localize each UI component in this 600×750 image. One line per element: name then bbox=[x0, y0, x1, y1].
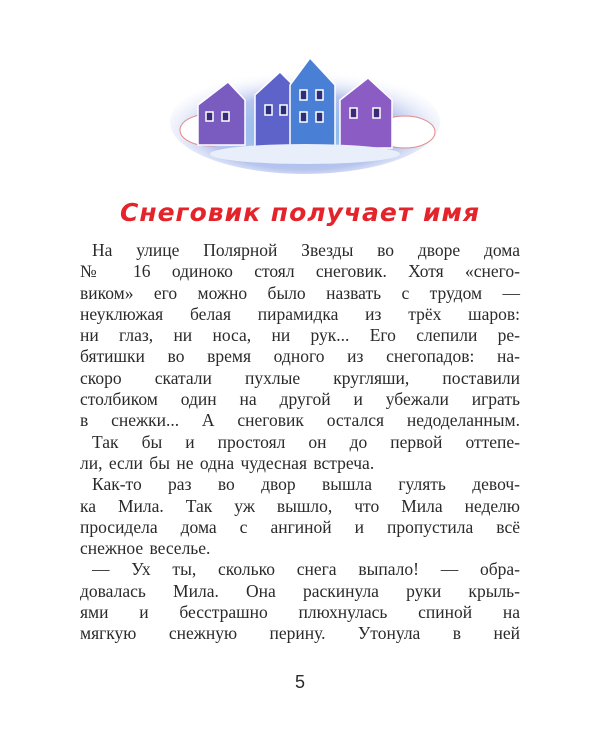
text-line bbox=[80, 623, 520, 644]
snowy-houses-illustration bbox=[170, 50, 440, 175]
text-line-content: скоро скатали пухлые кругляши, поставили bbox=[80, 367, 520, 388]
text-line-content: ка Мила. Так уж вышло, что Мила неделю bbox=[80, 495, 520, 516]
text-line bbox=[80, 304, 520, 325]
text-line bbox=[80, 283, 520, 304]
text-line bbox=[80, 410, 520, 431]
text-line-content: Как-то раз во двор вышла гулять девоч- bbox=[92, 474, 520, 495]
text-line-content: неуклюжая белая пирамидка из трёх шаров: bbox=[80, 303, 520, 324]
page-number: 5 bbox=[294, 672, 305, 692]
text-line-content: снежное веселье. bbox=[80, 538, 211, 559]
text-line bbox=[80, 261, 520, 282]
text-line bbox=[80, 432, 520, 453]
chapter-title: Снеговик получает имя bbox=[119, 198, 481, 227]
text-line bbox=[80, 517, 520, 538]
text-line-content: виком» его можно было назвать с трудом — bbox=[80, 282, 520, 303]
text-line-content: довалась Мила. Она раскинула руки крыль- bbox=[80, 580, 520, 601]
body-text bbox=[80, 240, 520, 645]
text-line-content: — Ух ты, сколько снега выпало! — обра- bbox=[92, 559, 520, 580]
text-line bbox=[80, 559, 520, 580]
text-line bbox=[80, 496, 520, 517]
text-line bbox=[80, 538, 520, 559]
text-line bbox=[80, 453, 520, 474]
text-line bbox=[80, 581, 520, 602]
text-line-content: ли, если бы не одна чудесная встреча. bbox=[80, 452, 375, 473]
text-line-content: На улице Полярной Звезды во дворе дома bbox=[92, 240, 520, 260]
text-line-content: ни глаз, ни носа, ни рук... Его слепили ре- bbox=[80, 325, 520, 346]
text-line-content: мягкую снежную перину. Утонула в ней bbox=[80, 623, 520, 644]
text-line-content: ями и бесстрашно плюхнулась спиной на bbox=[80, 602, 520, 623]
text-line bbox=[80, 474, 520, 495]
text-line bbox=[80, 368, 520, 389]
text-line-content: в снежки... А снеговик остался недоделанным. bbox=[80, 410, 520, 431]
text-line-content: Так бы и простоял он до первой оттепе- bbox=[92, 431, 520, 452]
text-line bbox=[80, 240, 520, 261]
text-line bbox=[80, 346, 520, 367]
text-line-content: просидела дома с ангиной и пропустила всё bbox=[80, 516, 520, 537]
text-line bbox=[80, 602, 520, 623]
text-line bbox=[80, 389, 520, 410]
text-line bbox=[80, 325, 520, 346]
text-line-content: столбиком один на другой и убежали играть bbox=[80, 389, 520, 410]
text-line-content: № 16 одиноко стоял снеговик. Хотя «снего- bbox=[80, 261, 520, 282]
text-line-content: бятишки во время одного из снегопадов: на- bbox=[80, 346, 520, 367]
